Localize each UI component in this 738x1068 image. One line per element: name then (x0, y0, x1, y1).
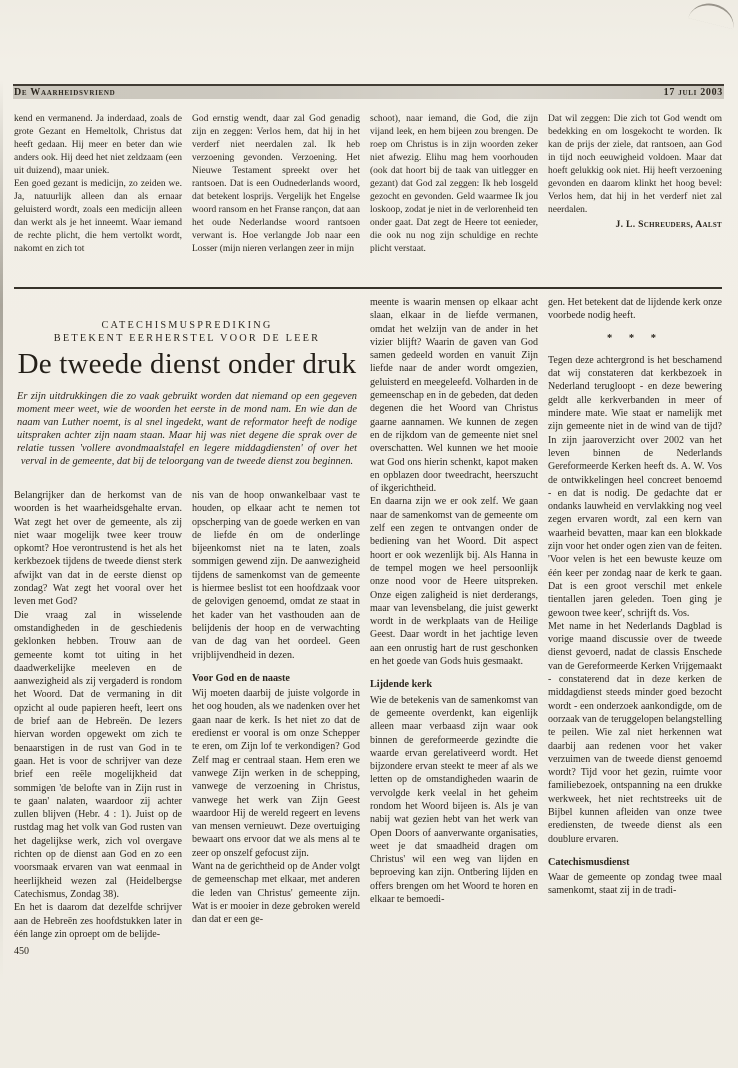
paragraph: Met name in het Nederlands Dagblad is vorige maand discussie over de tweede dienst gevoerd, nadat de classis Enschede van de Gereformeerde Kerken Vrijgemaakt - constaterend dat in deze kerken de middagdienst steeds minder goed bezocht wordt - een onderzoek aankondigde, om de oorzaak van de teruggelopen belangstelling te peilen. Wie zal niet herkennen wat daarbij aan redenen voor het vaker verzuimen van de tweede dienst genoemd wordt? Tijd voor het gezin, ruimte voor familiebezoek, ontspanning na een drukke werkweek, het niet rechtstreeks uit de Bijbel kunnen afleiden van onze twee erediensten, de tweede dienst als een doublure ervaren. (548, 620, 722, 845)
top-article-column-4 (548, 113, 722, 231)
paragraph: schoot), naar iemand, die God, die zijn vijand leek, en hem bijeen zou brengen. De roep om Christus is in zijn woorden zeker niet afwezig. Elihu mag hem voorhouden (ook dat hoort bij de taak van uitlegger en gezant) dat God zal zeggen: Ik heb losgeld gezocht en gevonden. Geld waarmee Ik jou loskoop, zodat je niet in de verlorenheid ten onder gaat. Dat zegt de Heere tot eenieder, die ook nu nog zijn schuldige en rechte plicht verstaat. (370, 114, 538, 255)
scan-corner-artifact (688, 0, 737, 29)
paragraph: kend en vermanend. Ja inderdaad, zoals de grote Gezant en Hemeltolk, Christus dat heeft gedaan. Hij meer en beter dan wie anders ook. Hij deed het niet zeldzaam (een uit duizend), maar uniek. (14, 114, 182, 177)
paragraph: Tegen deze achtergrond is het beschamend dat wij constateren dat kerkbezoek in Nederland terugloopt - en deze bewering geldt alle kerkverbanden in meer of mindere mate. Wie staat er namelijk met zijn gemeente niet in de wind van de tijd? In zijn jaaroverzicht over 2002 van het leven binnen de Nederlands Gereformeerde Kerken heeft ds. A. W. Vos de ontwikkelingen heel concreet benoemd - en dat is nodig. De gedachte dat er ondanks lauwheid en vervlakking nog veel zegen ervaren wordt, zal een kern van waarheid bevatten, maar kan een blokkade zijn voor het onder ogen zien van de feiten. 'Voor velen is het een bewuste keuze om één keer per zondag naar de kerk te gaan. Dat is een groot verschil met enkele tientallen jaren geleden. Toen ging je gewoon twee keer', schrijft ds. Vos. (548, 354, 722, 619)
article-column-3 (370, 296, 538, 906)
paragraph: Die vraag zal in wisselende omstandigheden in de geschiedenis geklonken hebben. Trouw aan de gemeente komt tot uiting in het daadwerkelijke meeleven en de aanwezigheid als zij vergaderd is rondom het Woord. Dat de vermaning in dit opzicht al oude papieren heeft, leert ons de brief aan de Hebreën. De lezers hiervan worden opgewekt om zich te benaarstigen in de rust van God in te gaan. Het is voor de schrijver van deze brief een reële mogelijkheid dat sommigen 'de belofte van in Zijn rust in te gaan' nalaten, waardoor zij achter zullen blijven (Hebr. 4 : 1). Juist op de rustdag mag het volk van God rusten van het dagelijkse werk, zich vol overgave richten op de dienst aan God en zo een voorsmaak ervaren van wat eenmaal in heerlijkheid wezen zal (Heidelbergse Catechismus, Zondag 38). (14, 609, 182, 900)
article-heading-block (14, 319, 360, 469)
subheading-voor-god-en-de-naaste: Voor God en de naaste (192, 672, 290, 684)
paragraph: Dat wil zeggen: Die zich tot God wendt om bedekking en om losgekocht te worden. Ik kan de prijs der ziele, dat rantsoen, aan God in tijd noch eeuwigheid voldoen. Maar dat hoeft gelukkig ook niet. Hij heeft verzoening gevonden en daarom klinkt het hoog bevel: Verlos hem, dat hij in het verderf niet zal neerdalen. (548, 114, 722, 216)
paragraph: En daarna zijn we er ook zelf. We gaan naar de samenkomst van de gemeente om zelf een zegen te ontvangen onder de bediening van het Woord. Dit aspect hoort er ook wezenlijk bij. Als Hanna in de tempel mogen we heel persoonlijk onze nood voor de Heere uitspreken. Onze eigen zaligheid is niet derderangs, maar van levensbelang, die juist gewerkt wordt in de werkplaats van de Heilige Geest. Daar wordt in het jachtige leven aan een onrustig hart de rust geschonken en het goede van Gods huis gesmaakt. (370, 496, 538, 668)
publication-name: De Waarheidsvriend (14, 87, 116, 98)
page-header (13, 84, 724, 99)
article-kicker-line-1: CATECHISMUSPREDIKING (101, 320, 273, 331)
stars-separator: * * * (607, 332, 663, 344)
paragraph: Want na de gerichtheid op de Ander volgt de gemeenschap met elkaar, met anderen die leden van Christus' gemeente zijn. Wat is er mooier in deze gebroken wereld dan dat er een ge- (192, 861, 360, 926)
article-title: De tweede dienst onder druk (17, 348, 357, 380)
top-article-column-1 (14, 113, 182, 257)
paragraph: Belangrijker dan de herkomst van de woorden is het waarheidsgehalte ervan. Wat zegt het over de gemeente, als zij niet waar mogelijk twee keer trouw opkomt? Hoe verontrustend is het als het kerkbezoek tijdens de tweede dienst sterk afwijkt van dat in de eerste dienst op zondag? Wat zegt het vooral over het leven met God? (14, 490, 182, 608)
subheading-lijdende-kerk: Lijdende kerk (370, 679, 432, 691)
scan-edge-shadow (0, 80, 3, 980)
subheading-catechismusdienst: Catechismusdienst (548, 856, 630, 868)
article-column-1 (14, 489, 182, 941)
paragraph: meente is waarin mensen op elkaar acht slaan, elkaar in de liefde vermanen, omdat het welzijn van de ander in het vizier blijft? Waarin de gaven van God samen gedeeld worden en vanuit Zijn liefde naar de ander wordt omgezien, geluisterd en meegeleefd. Volharden in de gemeenschap en in de gebeden, dat deden degenen die het Woord van Christus gaarne aannamen. We kunnen de zegen en de rijkdom van de gemeente niet snel overschatten. Wel kunnen we het mooie wat God ons hierin schenkt, kapot maken en opblazen door tweedracht, heerszucht of ikgerichtheid. (370, 297, 538, 495)
page-number: 450 (14, 946, 29, 957)
paragraph: nis van de hoop onwankelbaar vast te houden, op elkaar acht te nemen tot opscherping van de goede werken en van de liefde én om de onderlinge bijeenkomst niet na te laten, zoals sommigen gewend zijn. De aanwezigheid tijdens de samenkomst van de gemeente is hiermee beslist tot een hoofdzaak voor de gelovigen genoemd, omdat ze staat in het kader van het vasthouden aan de belijdenis der hoop en de verwachting van de dag van het oordeel. Geen vrijblijvendheid in dezen. (192, 490, 360, 661)
paragraph: Een goed gezant is medicijn, zo zeiden we. Ja, natuurlijk alleen dan als ernaar geluisterd wordt, zoals een medicijn alleen dan werkt als je het inneemt. Waar iemand de rechte plicht, die hem vertolkt wordt, nakomt en zich tot (14, 179, 182, 255)
article-intro: Er zijn uitdrukkingen die zo vaak gebruikt worden dat niemand op een gegeven moment meer weet, wie de woorden het eerste in de mond nam. En wie dan de naam van Luther noemt, is al snel ingedekt, want de reformator heeft de nodige uitspraken achter zijn naam staan. Maar hij was niet degene die sprak over de relatie tussen 'vollere avondmaalstafel en legere middagdiensten' of over het verval in de gemeente, dat bij de teloorgang van de tweede dienst zou beginnen. (17, 391, 357, 468)
paragraph: En het is daarom dat dezelfde schrijver aan de Hebreën zes hoofdstukken later in één lange zin oproept om de belijde- (14, 902, 182, 940)
paragraph: Waar de gemeente op zondag twee maal samenkomt, staat zij in de tradi- (548, 872, 722, 897)
article-kicker-line-2: BETEKENT EERHERSTEL VOOR DE LEER (53, 333, 321, 344)
top-article-column-2 (192, 113, 360, 257)
paragraph: Wij moeten daarbij de juiste volgorde in het oog houden, als we nadenken over het gaan naar de kerk. Is het niet zo dat de eredienst er vooral is om onze Schepper te eren, om Zijn lof te verkondigen? God Zelf mag er centraal staan. Hem eren we vanwege Zijn werken in de schepping, vanwege de verzoening in Christus, vanwege het werk van Zijn Geest waardoor Hij de wereld regeert en levens van mensen vernieuwt. Deze overtuiging bewaart ons ervoor dat we als mens al te zeer op onszelf gefocust zijn. (192, 688, 360, 859)
section-divider-rule (14, 287, 722, 289)
paragraph: Wie de betekenis van de samenkomst van de gemeente overdenkt, kan eigenlijk alleen maar verbaasd zijn waar ook binnen de gereformeerde gezindte die waarde ervan gerelativeerd wordt. Het bijzondere ervan steekt te meer af als we letten op de omstandigheden waarin de vervolgde kerk veelal in het geheim rondom het Woord bijeen is. Als je van nabij wat gezien hebt van het werk van Open Doors of aanverwante organisaties, weet je dat smaadheid dragen om Christus' wil een weg van lijden en beproeving kan zijn. Ontbering lijden en offers brengen om het Woord te horen en elkaar te bemoedi- (370, 694, 538, 906)
article-column-4 (548, 296, 722, 898)
issue-date: 17 juli 2003 (663, 87, 723, 98)
top-article-column-3 (370, 113, 538, 257)
article-column-2 (192, 489, 360, 927)
paragraph: God ernstig wendt, daar zal God genadig zijn en zeggen: Verlos hem, dat hij in het verderf niet neerdalen zal. Ik heb verzoening gevonden. Verzoening. Het Nieuwe Testament spreekt over het rantsoen. Dat is een Oudnederlands woord, dat betekent losprijs. Vergelijk het Engelse woord ransom en het Franse rançon, dat aan het oude Nederlandse woord rantsoen verwant is. Hoe verlangde Job naar een Losser (mijn nieren verlangen zeer in mijn (192, 114, 360, 255)
paragraph: gen. Het betekent dat de lijdende kerk onze voorbede nodig heeft. (548, 297, 722, 322)
author-signature: J. L. Schreuders, Aalst (615, 219, 722, 231)
